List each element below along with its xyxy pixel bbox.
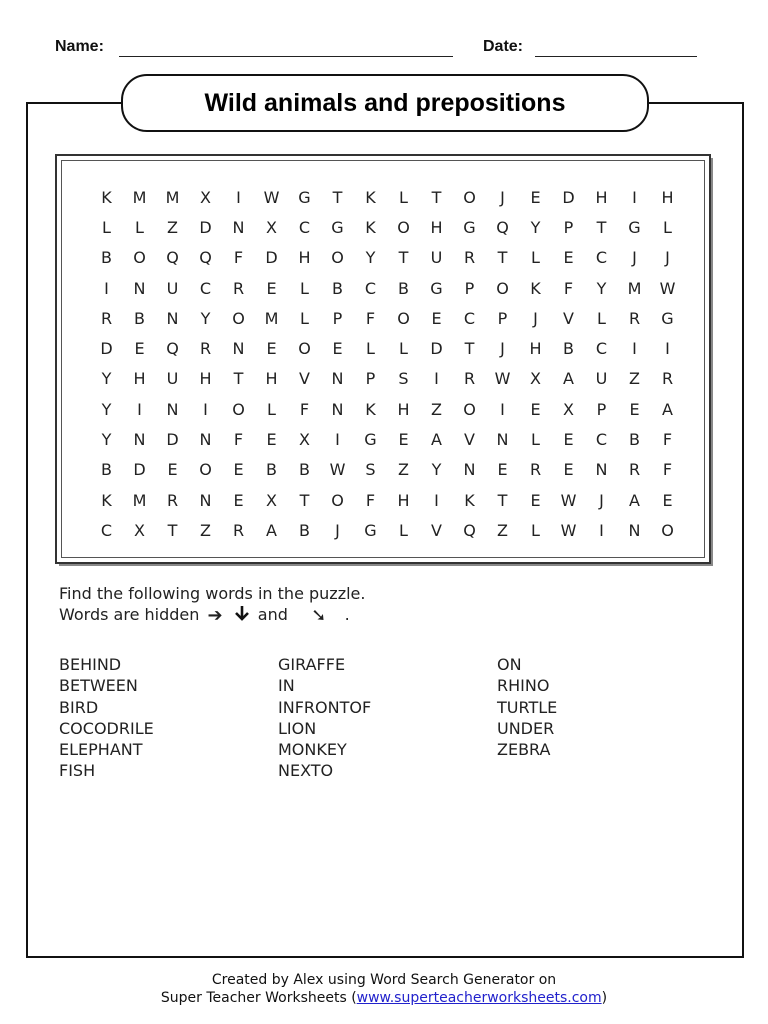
grid-letter: G <box>463 217 476 237</box>
grid-letter: B <box>134 308 145 328</box>
grid-letter: L <box>399 187 408 207</box>
grid-letter: X <box>266 490 277 510</box>
grid-letter: S <box>398 369 409 389</box>
grid-letter: R <box>628 308 641 328</box>
grid-letter: K <box>464 490 475 510</box>
grid-letter: L <box>399 339 408 359</box>
grid-letter: E <box>530 399 541 419</box>
grid-letter: N <box>331 369 344 389</box>
grid-letter: W <box>560 520 577 540</box>
grid-letter: N <box>496 430 509 450</box>
grid-letter: Y <box>101 369 112 389</box>
grid-letter: K <box>365 399 376 419</box>
grid-letter: E <box>134 339 145 359</box>
grid-letter: O <box>496 278 509 298</box>
grid-letter: X <box>266 217 277 237</box>
grid-letter: O <box>331 490 344 510</box>
grid-letter: B <box>398 278 409 298</box>
grid-letter: C <box>199 278 212 298</box>
grid-letter: Q <box>463 520 476 540</box>
grid-letter: O <box>331 248 344 268</box>
word-list-item: BIRD <box>59 697 99 717</box>
grid-letter: V <box>431 520 442 540</box>
name-field[interactable] <box>119 56 453 57</box>
grid-letter: D <box>166 430 179 450</box>
grid-letter: Z <box>431 399 442 419</box>
grid-letter: F <box>365 490 376 510</box>
grid-letter: S <box>365 460 376 480</box>
grid-letter: G <box>364 430 377 450</box>
grid-letter: N <box>595 460 608 480</box>
word-list-item: NEXTO <box>278 761 334 781</box>
grid-letter: Q <box>496 217 509 237</box>
grid-letter: E <box>266 430 277 450</box>
grid-letter: W <box>560 490 577 510</box>
arrow-diagonal-icon: ➘ <box>311 605 327 626</box>
grid-letter: O <box>232 399 245 419</box>
grid-letter: H <box>529 339 542 359</box>
grid-letter: J <box>665 248 670 268</box>
grid-letter: T <box>596 217 607 237</box>
grid-letter: D <box>199 217 212 237</box>
instruction-period: . <box>344 605 350 624</box>
grid-letter: Y <box>530 217 541 237</box>
word-list-item: COCODRILE <box>59 718 154 738</box>
grid-letter: I <box>632 339 637 359</box>
grid-letter: O <box>463 187 476 207</box>
grid-letter: G <box>298 187 311 207</box>
word-list-item: TURTLE <box>497 697 558 717</box>
grid-letter: T <box>398 248 409 268</box>
grid-letter: H <box>397 399 410 419</box>
footer-prefix: Super Teacher Worksheets ( <box>160 990 357 1006</box>
grid-letter: T <box>299 490 310 510</box>
grid-letter: J <box>500 187 505 207</box>
grid-letter: Z <box>398 460 409 480</box>
grid-letter: E <box>233 490 244 510</box>
grid-letter: R <box>166 490 179 510</box>
grid-letter: A <box>266 520 277 540</box>
grid-letter: C <box>100 520 113 540</box>
grid-letter: K <box>101 490 112 510</box>
grid-letter: B <box>299 520 310 540</box>
grid-letter: Y <box>101 399 112 419</box>
grid-letter: M <box>627 278 642 298</box>
grid-letter: Z <box>629 369 640 389</box>
grid-letter: E <box>530 187 541 207</box>
grid-letter: X <box>200 187 211 207</box>
word-list-column-3 <box>497 654 557 760</box>
grid-letter: F <box>662 430 673 450</box>
grid-letter: Y <box>101 430 112 450</box>
grid-letter: T <box>233 369 244 389</box>
grid-letter: I <box>434 490 439 510</box>
grid-letter: T <box>497 490 508 510</box>
grid-letter: O <box>397 308 410 328</box>
grid-letter: T <box>497 248 508 268</box>
grid-letter: G <box>364 520 377 540</box>
grid-letter: A <box>563 369 574 389</box>
grid-letter: V <box>563 308 574 328</box>
grid-letter: L <box>531 520 540 540</box>
grid-letter: P <box>464 278 475 298</box>
word-list-item: ON <box>497 655 522 674</box>
letter-grid <box>90 182 684 546</box>
grid-letter: Z <box>497 520 508 540</box>
footer-source <box>0 990 768 1006</box>
arrow-right-icon: ➔ <box>207 605 223 626</box>
grid-letter: I <box>104 278 109 298</box>
grid-letter: J <box>632 248 637 268</box>
grid-letter: M <box>165 187 180 207</box>
grid-letter: T <box>464 339 475 359</box>
footer-suffix: ) <box>601 990 608 1006</box>
grid-letter: Y <box>596 278 607 298</box>
grid-letter: L <box>102 217 111 237</box>
grid-letter: R <box>463 369 476 389</box>
grid-letter: H <box>133 369 146 389</box>
grid-letter: H <box>595 187 608 207</box>
grid-letter: Q <box>166 339 179 359</box>
grid-letter: M <box>132 490 147 510</box>
grid-letter: W <box>263 187 280 207</box>
grid-letter: K <box>365 187 376 207</box>
grid-letter: N <box>628 520 641 540</box>
grid-letter: B <box>299 460 310 480</box>
grid-letter: P <box>563 217 574 237</box>
grid-letter: R <box>661 369 674 389</box>
grid-letter: U <box>166 369 179 389</box>
grid-letter: I <box>137 399 142 419</box>
grid-letter: E <box>266 339 277 359</box>
grid-letter: T <box>431 187 442 207</box>
grid-letter: I <box>599 520 604 540</box>
word-list-item: LION <box>278 718 317 738</box>
grid-letter: G <box>331 217 344 237</box>
grid-letter: Y <box>431 460 442 480</box>
grid-letter: C <box>595 430 608 450</box>
word-list-item: UNDER <box>497 718 555 738</box>
grid-letter: C <box>463 308 476 328</box>
grid-letter: E <box>398 430 409 450</box>
word-list-column-2 <box>278 654 371 782</box>
grid-letter: K <box>365 217 376 237</box>
grid-letter: H <box>430 217 443 237</box>
grid-letter: M <box>132 187 147 207</box>
grid-letter: B <box>563 339 574 359</box>
worksheet-title <box>121 74 649 132</box>
grid-letter: X <box>563 399 574 419</box>
grid-letter: Y <box>200 308 211 328</box>
grid-letter: U <box>595 369 608 389</box>
grid-letter: R <box>529 460 542 480</box>
grid-letter: F <box>299 399 310 419</box>
grid-letter: N <box>166 308 179 328</box>
grid-letter: H <box>298 248 311 268</box>
word-list-item: ZEBRA <box>497 740 551 760</box>
grid-letter: P <box>332 308 343 328</box>
grid-letter: A <box>431 430 442 450</box>
grid-letter: G <box>430 278 443 298</box>
grid-letter: Q <box>166 248 179 268</box>
grid-letter: B <box>332 278 343 298</box>
grid-letter: E <box>431 308 442 328</box>
grid-letter: J <box>599 490 604 510</box>
grid-letter: G <box>661 308 674 328</box>
grid-letter: W <box>494 369 511 389</box>
grid-letter: O <box>661 520 674 540</box>
grid-letter: O <box>463 399 476 419</box>
grid-letter: C <box>595 339 608 359</box>
grid-letter: G <box>628 217 641 237</box>
instruction-and: and <box>257 605 288 624</box>
word-list-item: BEHIND <box>59 655 122 674</box>
grid-letter: N <box>199 430 212 450</box>
grid-letter: K <box>530 278 541 298</box>
grid-letter: Q <box>199 248 212 268</box>
grid-letter: E <box>530 490 541 510</box>
grid-letter: D <box>265 248 278 268</box>
grid-letter: N <box>232 339 245 359</box>
grid-letter: H <box>265 369 278 389</box>
grid-letter: B <box>266 460 277 480</box>
grid-letter: E <box>662 490 673 510</box>
grid-letter: D <box>133 460 146 480</box>
grid-letter: X <box>134 520 145 540</box>
grid-letter: R <box>232 520 245 540</box>
grid-letter: A <box>662 399 673 419</box>
grid-letter: R <box>232 278 245 298</box>
grid-letter: E <box>233 460 244 480</box>
grid-letter: J <box>533 308 538 328</box>
grid-letter: J <box>500 339 505 359</box>
grid-letter: L <box>531 248 540 268</box>
word-list-item: GIRAFFE <box>278 655 346 674</box>
grid-letter: E <box>563 460 574 480</box>
date-label: Date: <box>483 38 524 55</box>
grid-letter: L <box>531 430 540 450</box>
word-list-column-1 <box>59 654 154 782</box>
instruction-prefix: Words are hidden <box>59 605 200 624</box>
grid-letter: E <box>266 278 277 298</box>
grid-letter: X <box>530 369 541 389</box>
grid-letter: Z <box>200 520 211 540</box>
grid-letter: L <box>597 308 606 328</box>
grid-letter: C <box>364 278 377 298</box>
grid-letter: H <box>199 369 212 389</box>
grid-letter: L <box>663 217 672 237</box>
grid-letter: F <box>233 430 244 450</box>
arrow-down-icon <box>234 605 250 626</box>
grid-letter: L <box>366 339 375 359</box>
word-list-item: FISH <box>59 761 96 781</box>
grid-letter: Z <box>167 217 178 237</box>
grid-letter: E <box>167 460 178 480</box>
grid-letter: O <box>397 217 410 237</box>
word-list-item: INFRONTOF <box>278 697 372 717</box>
grid-letter: P <box>596 399 607 419</box>
grid-letter: I <box>665 339 670 359</box>
instruction-line-1: Find the following words in the puzzle. <box>59 584 366 603</box>
instruction-line-2 <box>59 605 350 626</box>
grid-letter: F <box>365 308 376 328</box>
grid-letter: F <box>662 460 673 480</box>
grid-letter: E <box>497 460 508 480</box>
grid-letter: B <box>101 460 112 480</box>
grid-letter: D <box>562 187 575 207</box>
grid-letter: I <box>632 187 637 207</box>
grid-letter: W <box>329 460 346 480</box>
grid-letter: N <box>331 399 344 419</box>
title-text: Wild animals and prepositions <box>204 88 566 117</box>
grid-letter: R <box>199 339 212 359</box>
grid-letter: I <box>500 399 505 419</box>
grid-letter: W <box>659 278 676 298</box>
grid-letter: N <box>199 490 212 510</box>
grid-letter: H <box>661 187 674 207</box>
grid-letter: K <box>101 187 112 207</box>
grid-letter: V <box>299 369 310 389</box>
word-list-item: RHINO <box>497 676 550 696</box>
grid-letter: E <box>563 248 574 268</box>
footer-credit: Created by Alex using Word Search Generator on <box>211 972 557 988</box>
grid-letter: E <box>629 399 640 419</box>
grid-letter: D <box>100 339 113 359</box>
word-list-item: IN <box>278 676 295 696</box>
grid-letter: M <box>264 308 279 328</box>
grid-letter: X <box>299 430 310 450</box>
grid-letter: L <box>135 217 144 237</box>
grid-letter: O <box>298 339 311 359</box>
grid-letter: O <box>199 460 212 480</box>
grid-letter: N <box>463 460 476 480</box>
grid-letter: N <box>133 430 146 450</box>
grid-letter: C <box>595 248 608 268</box>
grid-letter: Y <box>365 248 376 268</box>
grid-letter: C <box>298 217 311 237</box>
grid-letter: V <box>464 430 475 450</box>
grid-letter: B <box>629 430 640 450</box>
grid-letter: I <box>236 187 241 207</box>
footer-link[interactable]: www.superteacherworksheets.com <box>356 990 602 1006</box>
grid-letter: L <box>300 278 309 298</box>
grid-letter: P <box>365 369 376 389</box>
grid-letter: E <box>563 430 574 450</box>
grid-letter: U <box>166 278 179 298</box>
word-list-item: MONKEY <box>278 740 347 760</box>
grid-letter: D <box>430 339 443 359</box>
grid-letter: L <box>267 399 276 419</box>
grid-letter: T <box>167 520 178 540</box>
grid-letter: R <box>628 460 641 480</box>
name-label: Name: <box>55 38 104 55</box>
grid-letter: N <box>232 217 245 237</box>
grid-letter: J <box>335 520 340 540</box>
grid-letter: O <box>133 248 146 268</box>
grid-letter: F <box>233 248 244 268</box>
grid-letter: B <box>101 248 112 268</box>
grid-letter: E <box>332 339 343 359</box>
grid-letter: L <box>300 308 309 328</box>
word-list-item: ELEPHANT <box>59 740 143 760</box>
word-list-item: BETWEEN <box>59 676 138 696</box>
grid-letter: N <box>166 399 179 419</box>
grid-letter: R <box>100 308 113 328</box>
grid-letter: I <box>335 430 340 450</box>
grid-letter: F <box>563 278 574 298</box>
grid-letter: H <box>397 490 410 510</box>
grid-letter: P <box>497 308 508 328</box>
date-field[interactable] <box>535 56 697 57</box>
grid-letter: A <box>629 490 640 510</box>
grid-letter: I <box>434 369 439 389</box>
grid-letter: N <box>133 278 146 298</box>
grid-letter: T <box>332 187 343 207</box>
grid-letter: L <box>399 520 408 540</box>
grid-letter: I <box>203 399 208 419</box>
grid-letter: O <box>232 308 245 328</box>
grid-letter: R <box>463 248 476 268</box>
grid-letter: U <box>430 248 443 268</box>
